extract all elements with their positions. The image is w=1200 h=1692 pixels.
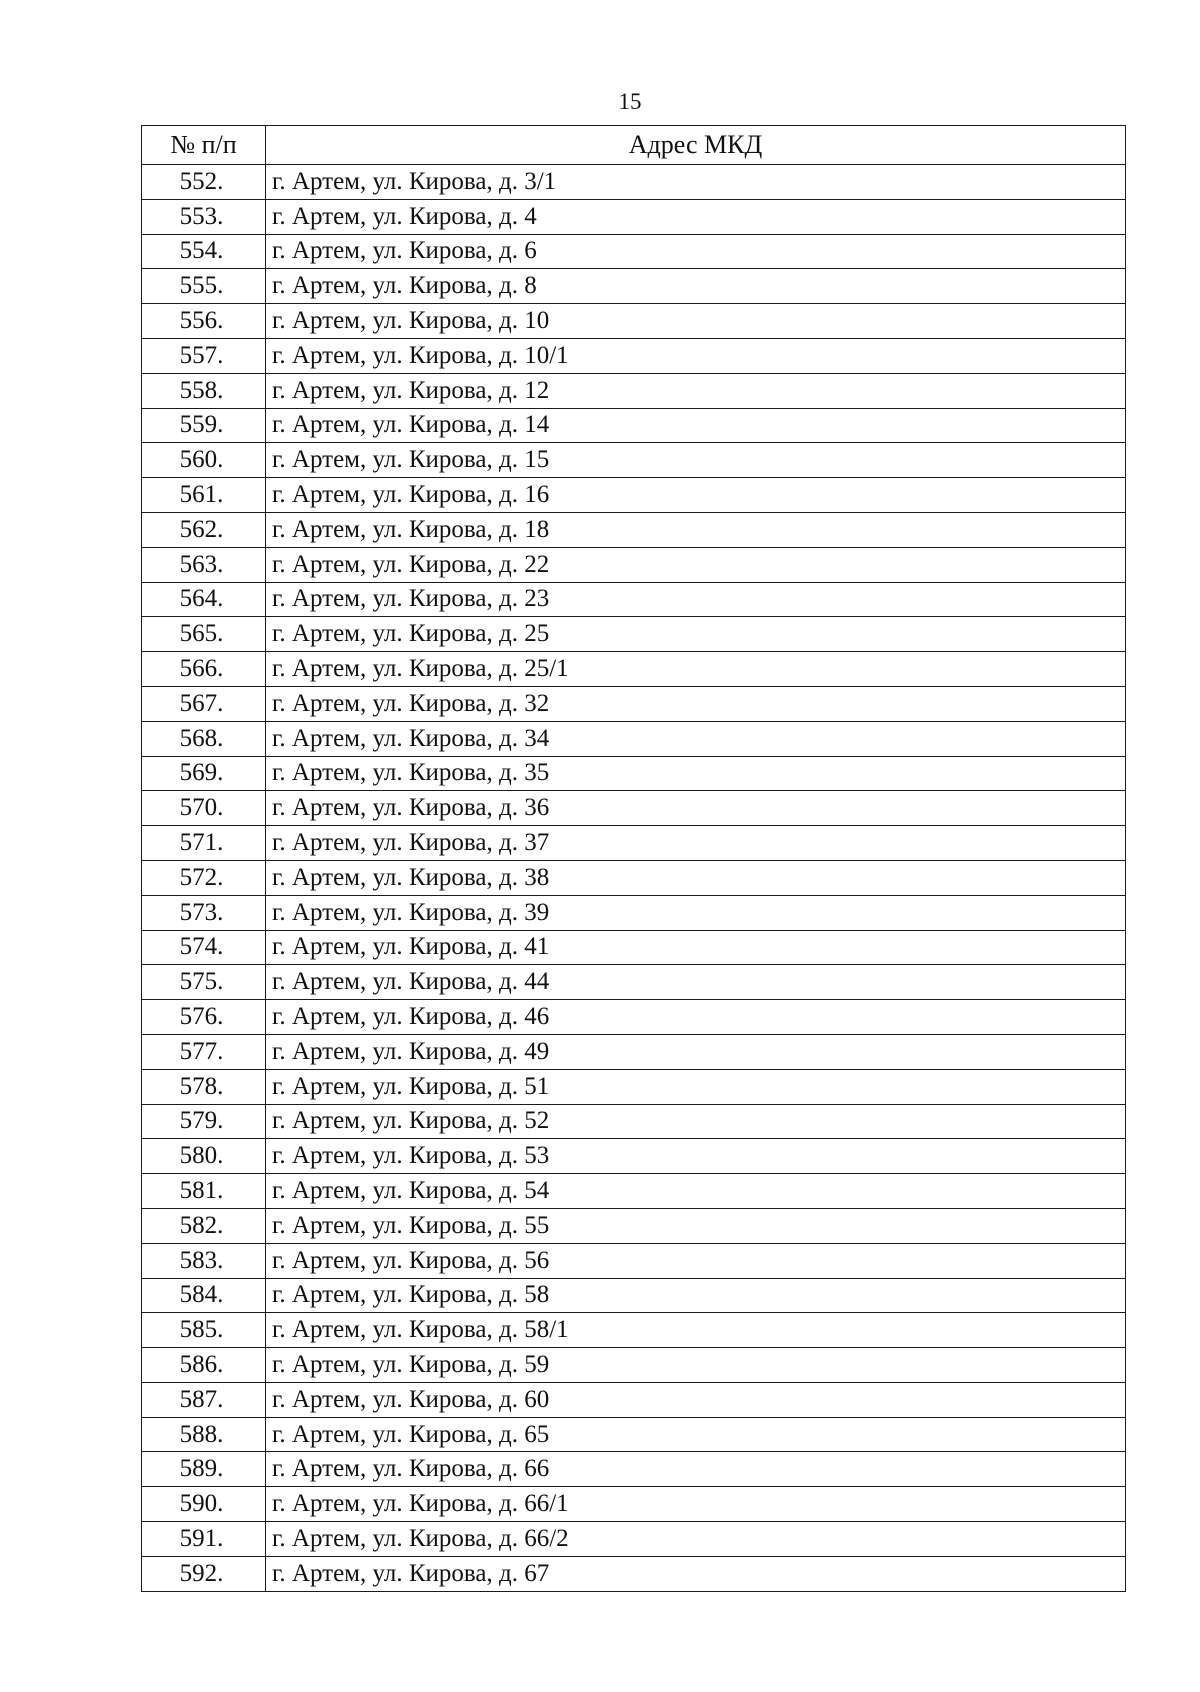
row-number: 579.: [142, 1104, 266, 1139]
column-header-address: Адрес МКД: [266, 126, 1126, 165]
row-address: г. Артем, ул. Кирова, д. 65: [266, 1417, 1126, 1452]
row-number: 575.: [142, 965, 266, 1000]
row-address: г. Артем, ул. Кирова, д. 38: [266, 860, 1126, 895]
row-address: г. Артем, ул. Кирова, д. 66/2: [266, 1522, 1126, 1557]
row-number: 570.: [142, 791, 266, 826]
row-number: 586.: [142, 1348, 266, 1383]
row-address: г. Артем, ул. Кирова, д. 6: [266, 234, 1126, 269]
row-address: г. Артем, ул. Кирова, д. 60: [266, 1382, 1126, 1417]
table-row: [142, 582, 1126, 617]
row-address: г. Артем, ул. Кирова, д. 3/1: [266, 165, 1126, 200]
row-address: г. Артем, ул. Кирова, д. 35: [266, 756, 1126, 791]
row-address: г. Артем, ул. Кирова, д. 44: [266, 965, 1126, 1000]
row-number: 590.: [142, 1487, 266, 1522]
row-address: г. Артем, ул. Кирова, д. 52: [266, 1104, 1126, 1139]
row-number: 571.: [142, 826, 266, 861]
row-number: 567.: [142, 686, 266, 721]
row-number: 562.: [142, 512, 266, 547]
row-address: г. Артем, ул. Кирова, д. 46: [266, 1000, 1126, 1035]
row-address: г. Артем, ул. Кирова, д. 23: [266, 582, 1126, 617]
row-address: г. Артем, ул. Кирова, д. 36: [266, 791, 1126, 826]
row-number: 577.: [142, 1034, 266, 1069]
table-row: [142, 547, 1126, 582]
row-address: г. Артем, ул. Кирова, д. 25: [266, 617, 1126, 652]
row-number: 569.: [142, 756, 266, 791]
table-row: [142, 1417, 1126, 1452]
row-address: г. Артем, ул. Кирова, д. 16: [266, 478, 1126, 513]
table-row: [142, 1556, 1126, 1591]
row-number: 557.: [142, 338, 266, 373]
row-number: 578.: [142, 1069, 266, 1104]
table-row: [142, 234, 1126, 269]
row-address: г. Артем, ул. Кирова, д. 59: [266, 1348, 1126, 1383]
row-number: 566.: [142, 652, 266, 687]
table-row: [142, 338, 1126, 373]
table-row: [142, 1243, 1126, 1278]
row-address: г. Артем, ул. Кирова, д. 53: [266, 1139, 1126, 1174]
table-row: [142, 652, 1126, 687]
table-row: [142, 1382, 1126, 1417]
table-row: [142, 1000, 1126, 1035]
table-row: [142, 895, 1126, 930]
table-row: [142, 373, 1126, 408]
row-number: 552.: [142, 165, 266, 200]
table-row: [142, 756, 1126, 791]
row-address: г. Артем, ул. Кирова, д. 55: [266, 1208, 1126, 1243]
table-row: [142, 1174, 1126, 1209]
row-address: г. Артем, ул. Кирова, д. 67: [266, 1556, 1126, 1591]
table-header: [142, 126, 1126, 165]
row-address: г. Артем, ул. Кирова, д. 15: [266, 443, 1126, 478]
row-number: 565.: [142, 617, 266, 652]
row-address: г. Артем, ул. Кирова, д. 12: [266, 373, 1126, 408]
table-row: [142, 269, 1126, 304]
table-row: [142, 1348, 1126, 1383]
table-row: [142, 791, 1126, 826]
row-address: г. Артем, ул. Кирова, д. 25/1: [266, 652, 1126, 687]
header-row: [142, 126, 1126, 165]
table-row: [142, 1487, 1126, 1522]
row-number: 583.: [142, 1243, 266, 1278]
row-address: г. Артем, ул. Кирова, д. 34: [266, 721, 1126, 756]
table-row: [142, 165, 1126, 200]
table-row: [142, 478, 1126, 513]
row-number: 588.: [142, 1417, 266, 1452]
row-number: 561.: [142, 478, 266, 513]
row-number: 553.: [142, 199, 266, 234]
row-address: г. Артем, ул. Кирова, д. 32: [266, 686, 1126, 721]
table-row: [142, 1034, 1126, 1069]
table-row: [142, 617, 1126, 652]
table-row: [142, 721, 1126, 756]
table-row: [142, 304, 1126, 339]
table-row: [142, 1104, 1126, 1139]
row-number: 584.: [142, 1278, 266, 1313]
row-number: 563.: [142, 547, 266, 582]
address-table: [141, 125, 1126, 1592]
table-row: [142, 1139, 1126, 1174]
table-row: [142, 512, 1126, 547]
table-row: [142, 199, 1126, 234]
row-address: г. Артем, ул. Кирова, д. 4: [266, 199, 1126, 234]
table-row: [142, 1208, 1126, 1243]
row-address: г. Артем, ул. Кирова, д. 58/1: [266, 1313, 1126, 1348]
row-number: 592.: [142, 1556, 266, 1591]
row-address: г. Артем, ул. Кирова, д. 14: [266, 408, 1126, 443]
table-row: [142, 826, 1126, 861]
row-number: 581.: [142, 1174, 266, 1209]
row-number: 554.: [142, 234, 266, 269]
table-row: [142, 1278, 1126, 1313]
row-address: г. Артем, ул. Кирова, д. 54: [266, 1174, 1126, 1209]
row-address: г. Артем, ул. Кирова, д. 8: [266, 269, 1126, 304]
row-address: г. Артем, ул. Кирова, д. 56: [266, 1243, 1126, 1278]
row-number: 585.: [142, 1313, 266, 1348]
table-row: [142, 1313, 1126, 1348]
table-row: [142, 930, 1126, 965]
row-address: г. Артем, ул. Кирова, д. 41: [266, 930, 1126, 965]
row-address: г. Артем, ул. Кирова, д. 37: [266, 826, 1126, 861]
column-header-number: № п/п: [142, 126, 266, 165]
page-number: 15: [618, 89, 642, 114]
row-address: г. Артем, ул. Кирова, д. 58: [266, 1278, 1126, 1313]
table-row: [142, 1069, 1126, 1104]
table-row: [142, 1452, 1126, 1487]
table-row: [142, 860, 1126, 895]
row-address: г. Артем, ул. Кирова, д. 51: [266, 1069, 1126, 1104]
table-row: [142, 443, 1126, 478]
table-row: [142, 1522, 1126, 1557]
row-number: 573.: [142, 895, 266, 930]
row-number: 559.: [142, 408, 266, 443]
row-number: 580.: [142, 1139, 266, 1174]
row-address: г. Артем, ул. Кирова, д. 18: [266, 512, 1126, 547]
row-address: г. Артем, ул. Кирова, д. 10/1: [266, 338, 1126, 373]
row-number: 574.: [142, 930, 266, 965]
row-number: 589.: [142, 1452, 266, 1487]
row-number: 591.: [142, 1522, 266, 1557]
row-number: 564.: [142, 582, 266, 617]
row-address: г. Артем, ул. Кирова, д. 66: [266, 1452, 1126, 1487]
row-number: 556.: [142, 304, 266, 339]
row-number: 558.: [142, 373, 266, 408]
row-number: 576.: [142, 1000, 266, 1035]
table-body: [142, 165, 1126, 1592]
table-row: [142, 965, 1126, 1000]
row-number: 582.: [142, 1208, 266, 1243]
row-number: 555.: [142, 269, 266, 304]
row-number: 560.: [142, 443, 266, 478]
table-row: [142, 686, 1126, 721]
row-number: 587.: [142, 1382, 266, 1417]
row-address: г. Артем, ул. Кирова, д. 22: [266, 547, 1126, 582]
row-address: г. Артем, ул. Кирова, д. 66/1: [266, 1487, 1126, 1522]
row-address: г. Артем, ул. Кирова, д. 10: [266, 304, 1126, 339]
row-number: 568.: [142, 721, 266, 756]
row-address: г. Артем, ул. Кирова, д. 39: [266, 895, 1126, 930]
table-row: [142, 408, 1126, 443]
row-address: г. Артем, ул. Кирова, д. 49: [266, 1034, 1126, 1069]
row-number: 572.: [142, 860, 266, 895]
